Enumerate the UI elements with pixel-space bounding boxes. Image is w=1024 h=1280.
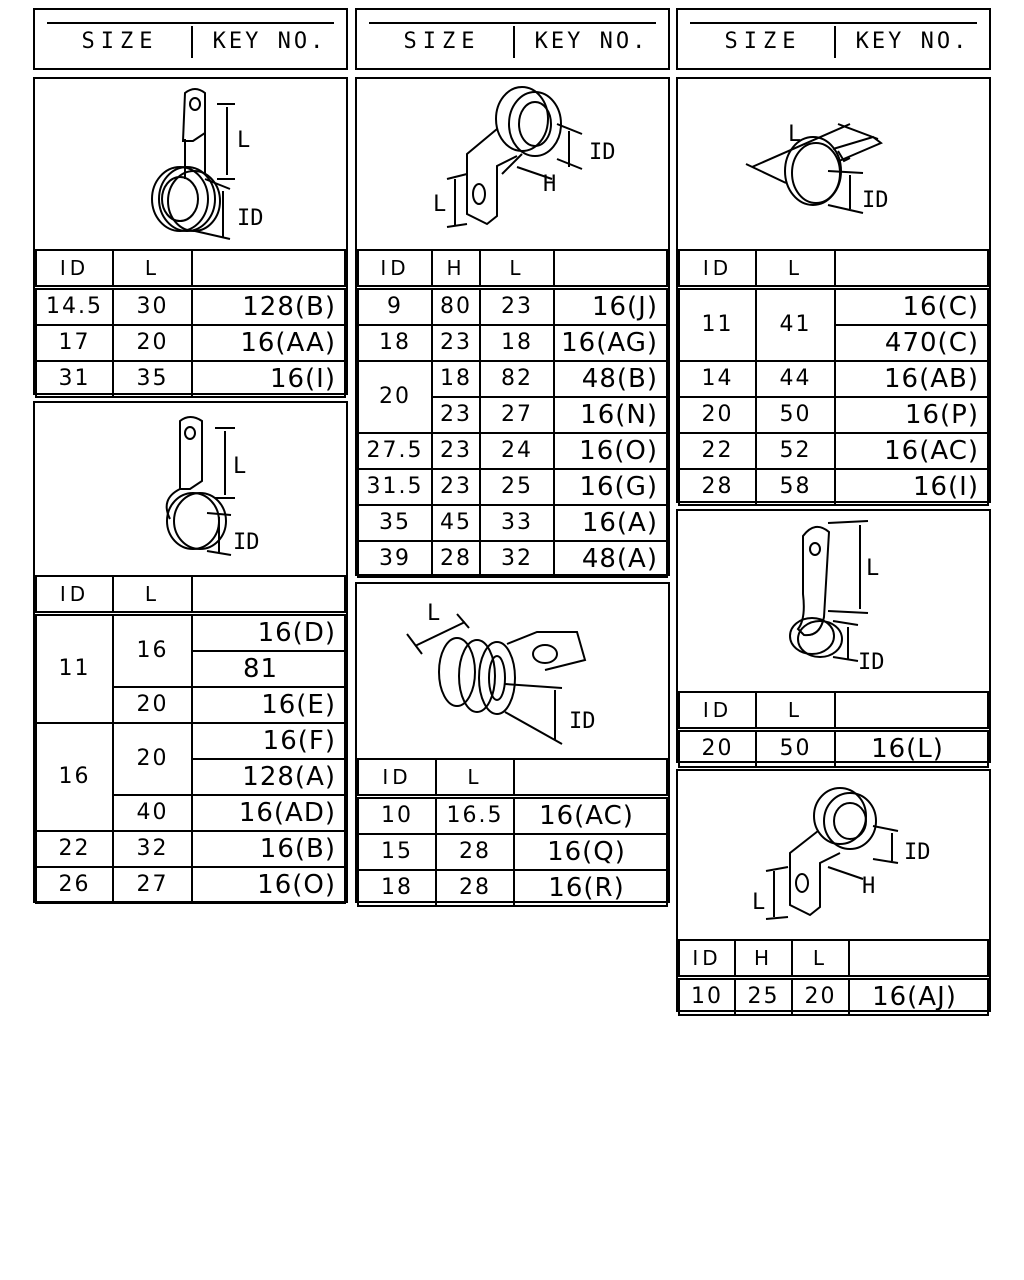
cell-key: 128(A) [192,759,345,795]
cell-l: 44 [756,361,835,397]
cell-id: 35 [358,505,432,541]
cell-id: 27.5 [358,433,432,469]
clamp-d-drawing [357,584,668,758]
col-header: L [756,250,835,288]
col-header: H [432,250,480,288]
clamp-d-panel [355,582,670,903]
cell-key: 16(AC) [835,433,988,469]
table-row [358,834,667,870]
cell-key: 16(D) [192,614,345,652]
cell-id: 14.5 [36,288,113,326]
cell-h: 28 [432,541,480,577]
clamp-e-drawing [678,79,989,249]
table-row [358,469,667,505]
col-header: ID [358,759,436,797]
table-header-row [679,940,988,978]
cell-l: 32 [113,831,192,867]
table-row [358,361,667,397]
cell-l: 16.5 [436,797,514,835]
cell-h: 23 [432,397,480,433]
cell-id: 14 [679,361,756,397]
clamp-f-table [678,691,989,768]
clamp-c-drawing [357,79,668,249]
clamp-c-panel [355,77,670,576]
table-row [679,361,988,397]
table-header-row [679,692,988,730]
size-label: SIZE [724,29,802,54]
cell-l: 33 [480,505,554,541]
clamp-f-drawing [678,511,989,691]
cell-l: 82 [480,361,554,397]
cell-l: 32 [480,541,554,577]
clamp-g-panel [676,769,991,1012]
col-header: L [756,692,835,730]
key-no-label: KEY NO. [212,29,327,54]
col-header [849,940,988,978]
key-no-label: KEY NO. [855,29,970,54]
cell-key: 16(B) [192,831,345,867]
cell-id: 28 [679,469,756,505]
cell-key: 16(AJ) [849,978,988,1016]
clamp-a-drawing [35,79,346,249]
table-row [358,288,667,326]
table-row [36,867,345,903]
clamp-a-table [35,249,346,398]
clamp-e-panel [676,77,991,503]
clamp-g-drawing [678,771,989,939]
col-header: ID [679,940,735,978]
cell-id: 11 [36,614,113,724]
cell-id: 16 [36,723,113,831]
cell-id: 10 [679,978,735,1016]
col-header [835,692,988,730]
table-row [358,505,667,541]
cell-l: 58 [756,469,835,505]
col-header: L [113,250,192,288]
cell-h: 23 [432,325,480,361]
col-header: L [480,250,554,288]
dim-l-label: L [752,890,766,915]
cell-id: 18 [358,325,432,361]
table-row [679,433,988,469]
cell-l: 20 [113,723,192,795]
cell-h: 25 [735,978,792,1016]
dim-id-label: ID [237,206,264,231]
cell-h: 23 [432,433,480,469]
header-col2 [355,8,670,70]
cell-id: 20 [358,361,432,433]
cell-id: 20 [679,397,756,433]
table-row [679,397,988,433]
cell-id: 20 [679,730,756,768]
cell-l: 28 [436,870,514,906]
header-col3 [676,8,991,70]
cell-l: 23 [480,288,554,326]
cell-l: 35 [113,361,192,397]
table-header-row [679,250,988,288]
cell-key: 48(B) [554,361,667,397]
cell-id: 31.5 [358,469,432,505]
cell-key: 16(E) [192,687,345,723]
cell-key: 16(C) [835,288,988,326]
dim-l-label: L [788,122,802,147]
cell-key: 16(AD) [192,795,345,831]
cell-key: 16(P) [835,397,988,433]
cell-l: 52 [756,433,835,469]
cell-l: 50 [756,397,835,433]
col-header [554,250,667,288]
dim-l-label: L [237,128,251,153]
table-header-row [358,250,667,288]
table-row [679,288,988,326]
cell-l: 28 [436,834,514,870]
cell-key: 16(O) [554,433,667,469]
cell-l: 40 [113,795,192,831]
cell-l: 25 [480,469,554,505]
dim-id-label: ID [904,840,931,865]
col-header: L [792,940,849,978]
cell-key: 16(AB) [835,361,988,397]
clamp-f-panel [676,509,991,763]
cell-key: 470(C) [835,325,988,361]
dim-id-label: ID [233,530,260,555]
cell-key: 81 [192,651,345,687]
dim-h-label: H [862,874,876,899]
clamp-d-table [357,758,668,907]
cell-l: 27 [480,397,554,433]
table-row [36,614,345,652]
cell-key: 16(I) [835,469,988,505]
clamp-b-table [35,575,346,904]
dim-l-label: L [427,601,441,626]
cell-l: 27 [113,867,192,903]
cell-l: 20 [792,978,849,1016]
table-row [36,325,345,361]
clamp-b-panel [33,401,348,903]
cell-id: 22 [36,831,113,867]
table-row [36,361,345,397]
cell-id: 39 [358,541,432,577]
cell-l: 16 [113,614,192,688]
cell-h: 45 [432,505,480,541]
cell-id: 11 [679,288,756,362]
col-header [192,250,345,288]
cell-id: 31 [36,361,113,397]
cell-id: 9 [358,288,432,326]
table-header-row [36,250,345,288]
key-no-label: KEY NO. [534,29,649,54]
clamp-a-panel [33,77,348,395]
col-header: ID [679,250,756,288]
cell-id: 18 [358,870,436,906]
cell-key: 48(A) [554,541,667,577]
table-row [36,723,345,759]
cell-key: 16(L) [835,730,988,768]
table-row [358,541,667,577]
cell-key: 16(I) [192,361,345,397]
cell-l: 30 [113,288,192,326]
dim-h-label: H [543,172,557,197]
cell-l: 18 [480,325,554,361]
col-header [192,576,345,614]
cell-id: 26 [36,867,113,903]
cell-h: 23 [432,469,480,505]
dim-l-label: L [866,556,880,581]
cell-key: 16(N) [554,397,667,433]
cell-l: 41 [756,288,835,362]
table-row [358,325,667,361]
dim-l-label: L [433,192,447,217]
cell-l: 20 [113,687,192,723]
cell-key: 16(G) [554,469,667,505]
table-row [358,797,667,835]
cell-key: 16(AG) [554,325,667,361]
clamp-c-table [357,249,668,578]
clamp-e-table [678,249,989,506]
col-header: L [436,759,514,797]
cell-key: 16(AA) [192,325,345,361]
cell-id: 15 [358,834,436,870]
cell-key: 16(O) [192,867,345,903]
dim-l-label: L [233,454,247,479]
table-row [679,978,988,1016]
cell-key: 16(J) [554,288,667,326]
col-header: ID [36,576,113,614]
cell-l: 24 [480,433,554,469]
col-header: L [113,576,192,614]
cell-key: 16(Q) [514,834,667,870]
cell-h: 80 [432,288,480,326]
cell-key: 16(F) [192,723,345,759]
table-row [679,469,988,505]
dim-id-label: ID [858,650,885,675]
cell-h: 18 [432,361,480,397]
col-header [835,250,988,288]
cell-l: 20 [113,325,192,361]
cell-key: 16(A) [554,505,667,541]
cell-key: 16(AC) [514,797,667,835]
col-header: ID [36,250,113,288]
table-row [36,831,345,867]
clamp-g-table [678,939,989,1016]
cell-key: 16(R) [514,870,667,906]
table-row [358,433,667,469]
cell-id: 10 [358,797,436,835]
col-header: ID [679,692,756,730]
cell-id: 17 [36,325,113,361]
dim-id-label: ID [569,709,596,734]
table-row [679,730,988,768]
cell-l: 50 [756,730,835,768]
table-row [36,288,345,326]
dim-id-label: ID [862,188,889,213]
cell-id: 22 [679,433,756,469]
clamp-b-drawing [35,403,346,575]
cell-key: 128(B) [192,288,345,326]
size-label: SIZE [403,29,481,54]
table-row [358,870,667,906]
col-header: ID [358,250,432,288]
header-col1 [33,8,348,70]
table-header-row [358,759,667,797]
size-label: SIZE [81,29,159,54]
dim-id-label: ID [589,140,616,165]
col-header [514,759,667,797]
col-header: H [735,940,792,978]
table-header-row [36,576,345,614]
